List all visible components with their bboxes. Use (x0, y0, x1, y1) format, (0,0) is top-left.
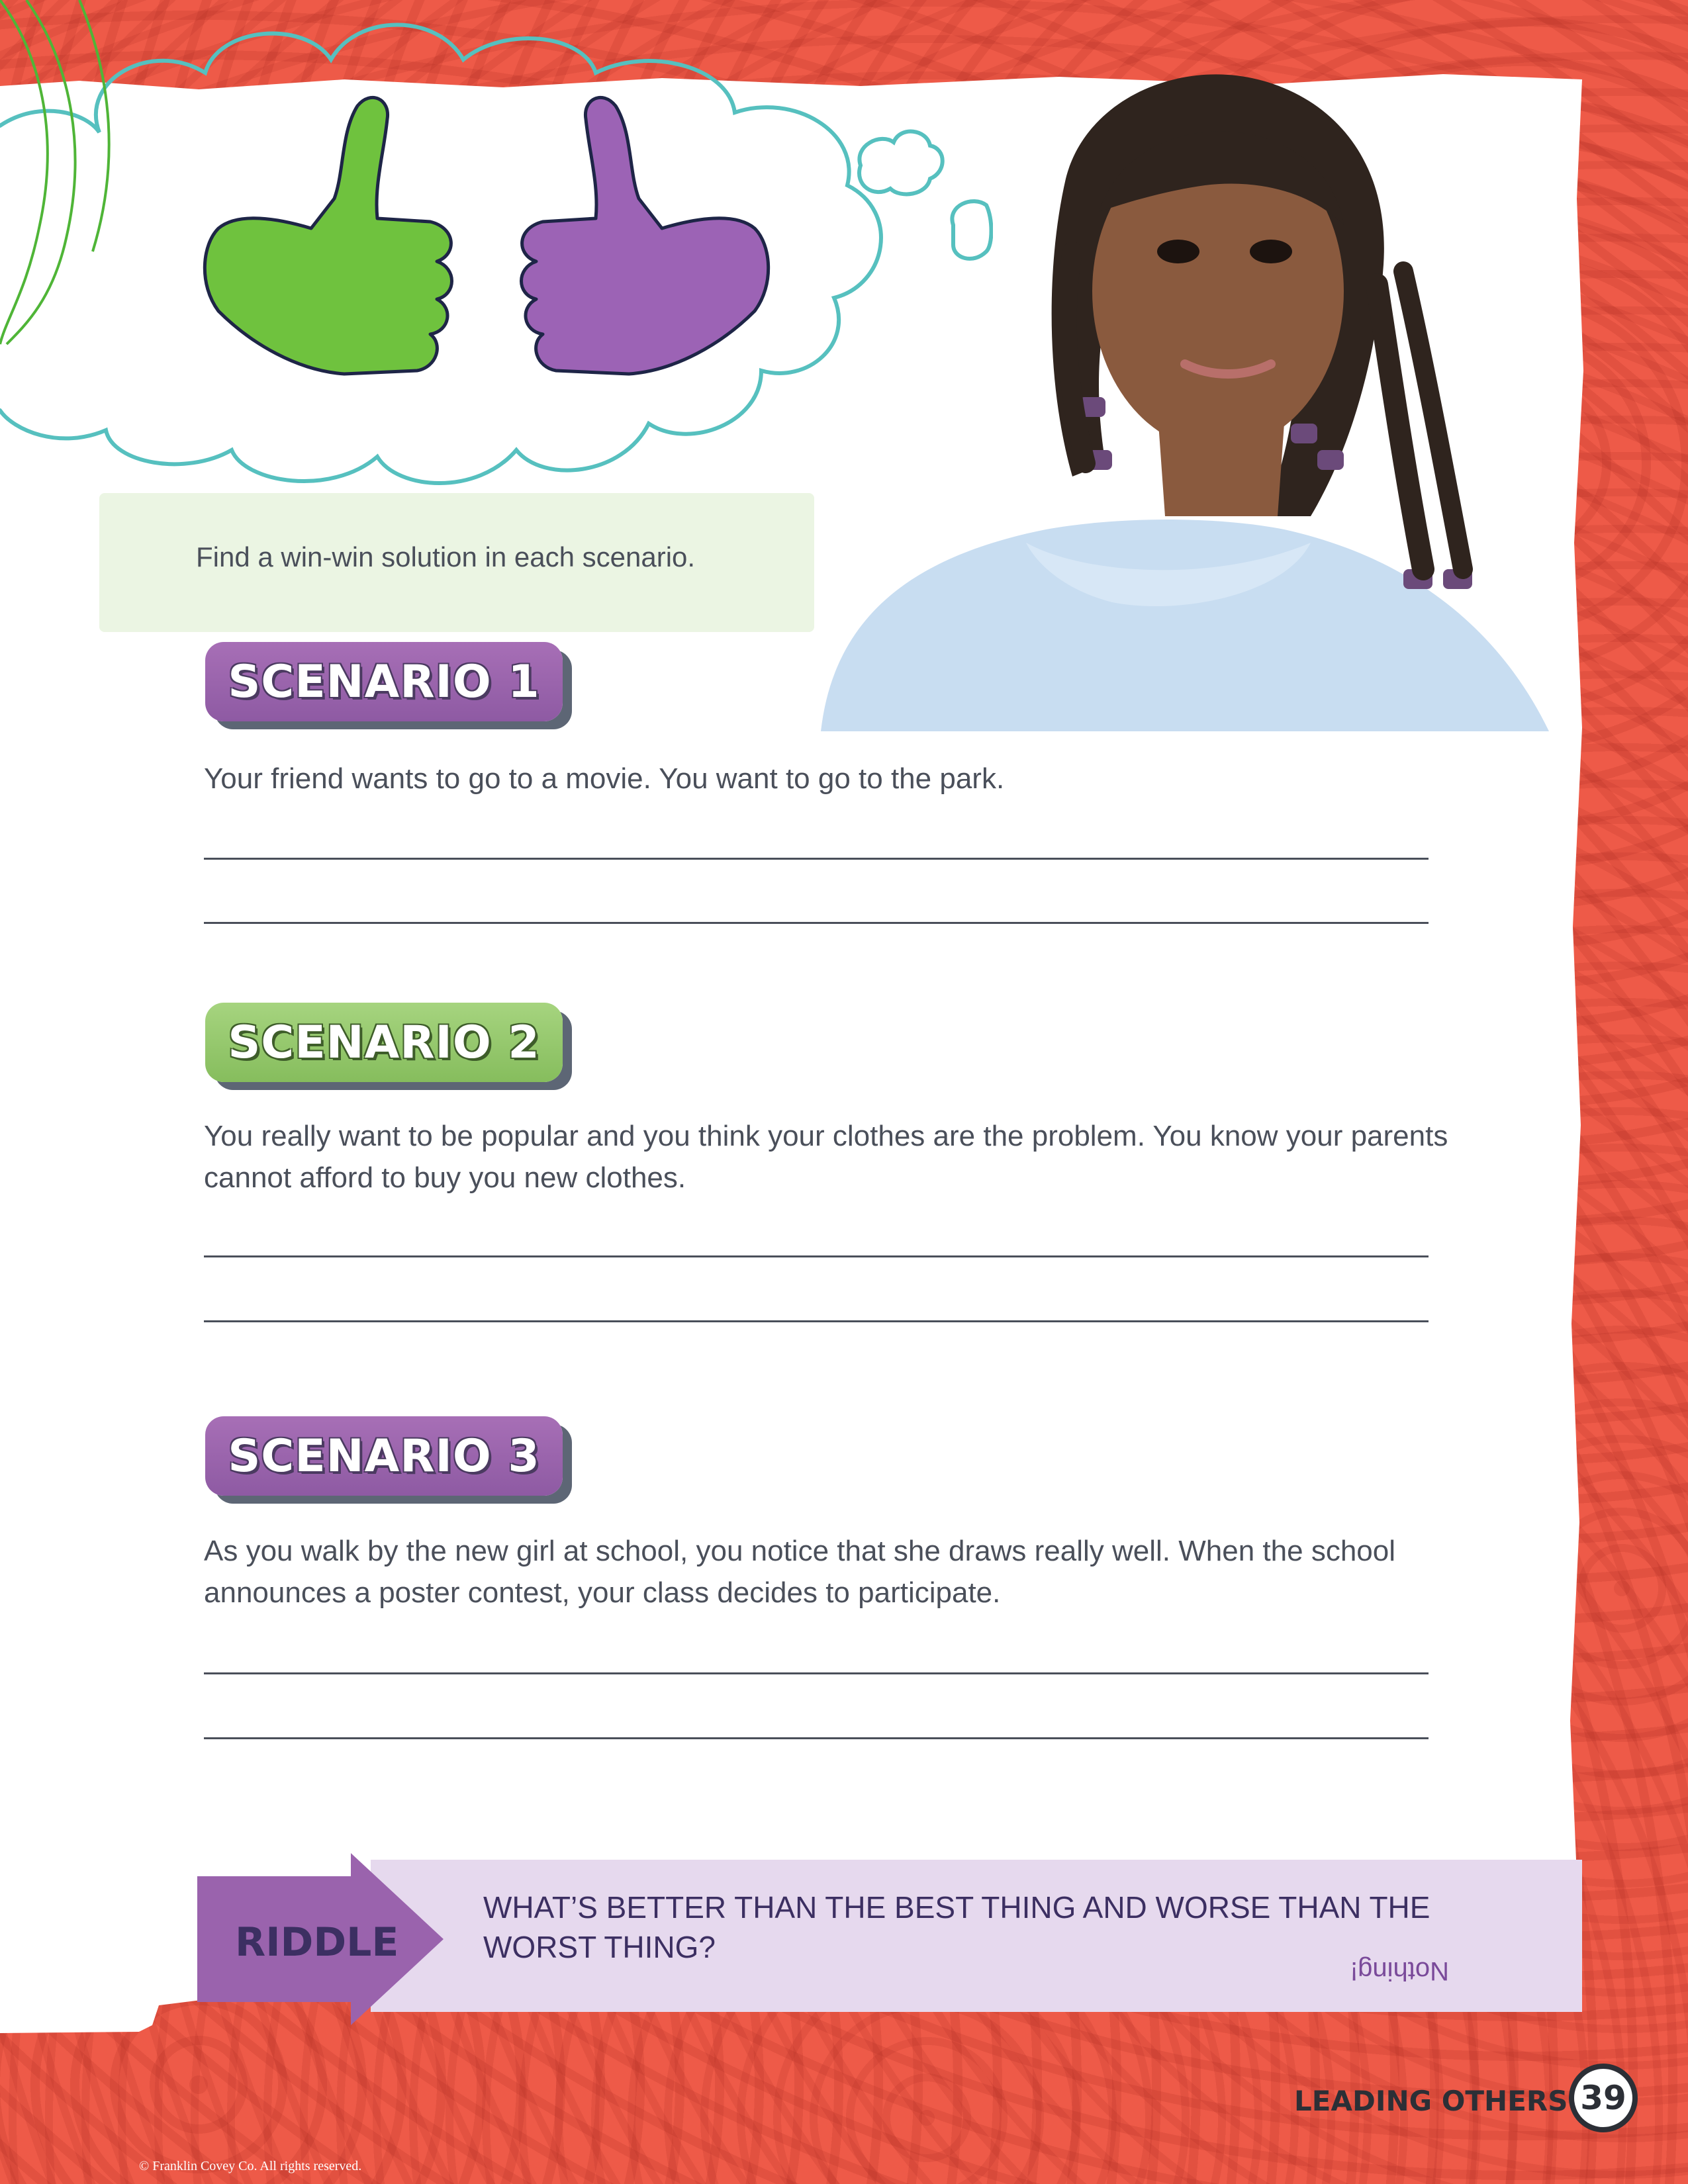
scenario-1-answer-line-2[interactable] (204, 922, 1429, 924)
instruction-text: Find a win-win solution in each scenario. (196, 541, 696, 572)
scenario-3-answer-line-2[interactable] (204, 1737, 1429, 1739)
scenario-2-answer-line-2[interactable] (204, 1320, 1429, 1322)
scenario-3-text: As you walk by the new girl at school, you notice that she draws really well. When the school announces a poster contest, your class decides to participate. (204, 1535, 1396, 1609)
riddle-label: RIDDLE (235, 1919, 399, 1966)
scenario-3-answer-line-1[interactable] (204, 1672, 1429, 1674)
scenario-2-badge (205, 1003, 563, 1082)
scenario-3-label: SCENARIO 3 (228, 1430, 540, 1482)
copyright-notice: © Franklin Covey Co. All rights reserved. (139, 2159, 362, 2173)
riddle-answer-upside-down: Nothing! (1350, 1956, 1449, 1985)
scenario-2-text: You really want to be popular and you think your clothes are the problem. You know your parents cannot afford to buy you new clothes. (204, 1120, 1448, 1194)
riddle-question: WHAT’S BETTER THAN THE BEST THING AND WORSE THAN THE WORST THING? (483, 1890, 1430, 1964)
scenario-1-text: Your friend wants to go to a movie. You want to go to the park. (204, 762, 1005, 795)
scenario-1-answer-line-1[interactable] (204, 858, 1429, 860)
purple-thumb (522, 97, 769, 374)
green-thumb (205, 97, 451, 374)
thinking-girl-photo (808, 53, 1562, 731)
scenario-1-badge (205, 642, 563, 721)
section-title: LEADING OTHERS (1294, 2085, 1568, 2117)
scenario-2-answer-line-1[interactable] (204, 1255, 1429, 1257)
page-number: 39 (1569, 2064, 1638, 2132)
scenario-1-label: SCENARIO 1 (228, 655, 540, 708)
scenario-2-label: SCENARIO 2 (228, 1016, 540, 1069)
scenario-3-badge (205, 1416, 563, 1496)
